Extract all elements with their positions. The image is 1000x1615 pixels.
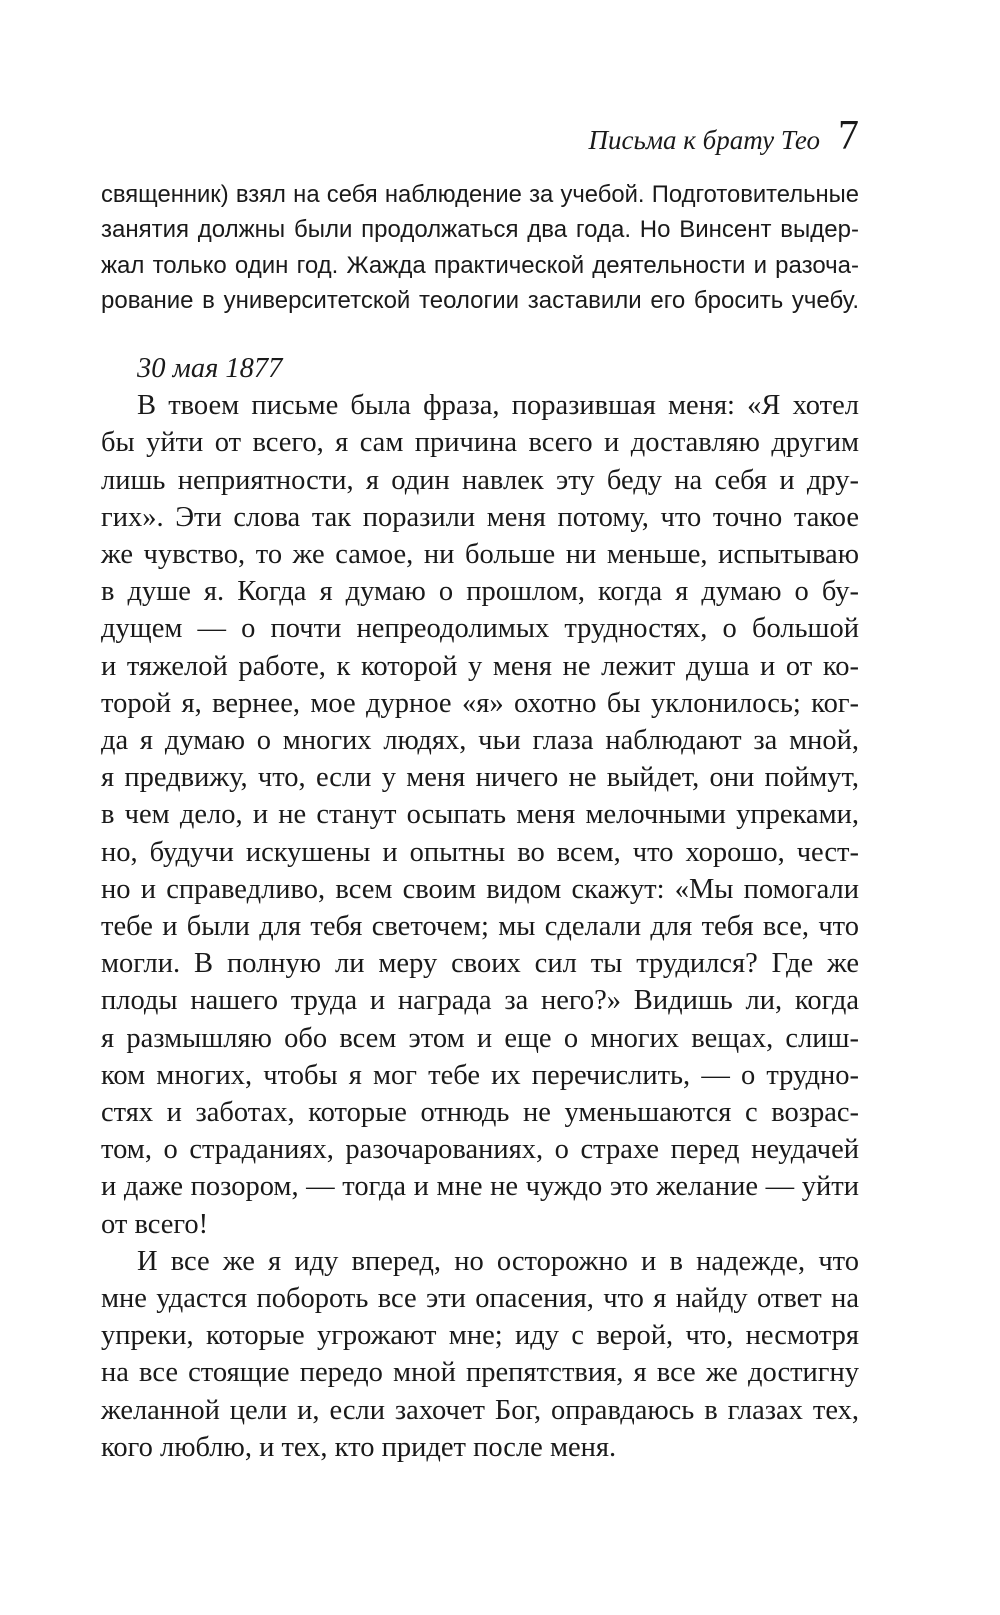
letter-paragraph-2 [101,1243,859,1466]
text-line: жал только один год. Жажда практической деятельности и разоча- [101,251,859,279]
text-line: священник) взял на себя наблюдение за учебой. Подготовительные [101,181,859,208]
text-line: же чувство, то же самое, ни больше ни меньше, испытываю [101,539,859,571]
text-line: от всего! [101,1208,209,1240]
page-number: 7 [838,113,859,159]
letter-date: 30 мая 1877 [137,353,283,384]
text-line: торой я, вернее, мое дурное «я» охотно бы уклонилось; ког- [101,687,859,719]
text-line: на все стоящие передо мной препятствия, я все же достигну [101,1357,859,1389]
text-line: ком многих, чтобы я мог тебе их перечислить, — о трудно- [101,1059,859,1091]
text-line: тебе и были для тебя светочем; мы сделали для тебя все, что [101,911,859,943]
text-line: лишь неприятности, я один навлек эту беду на себя и дру- [101,464,859,496]
text-line: я размышляю обо всем этом и еще о многих вещах, слиш- [101,1022,859,1054]
book-page [101,0,859,1615]
text-line: в чем дело, и не станут осыпать меня мелочными упреками, [101,799,859,831]
running-head [589,112,859,160]
text-line: стях и заботах, которые отнюдь не уменьшаются с возрас- [101,1097,859,1129]
text-line: но, будучи искушены и опытны во всем, что хорошо, чест- [101,836,859,868]
text-line: мне удастся побороть все эти опасения, что я найду ответ на [101,1283,859,1315]
text-line: желанной цели и, если захочет Бог, оправдаюсь в глазах тех, [101,1394,859,1426]
text-line: кого люблю, и тех, кто придет после меня. [101,1431,617,1463]
text-line: том, о страданиях, разочарованиях, о страхе перед неудачей [101,1134,859,1166]
text-line: в душе я. Когда я думаю о прошлом, когда я думаю о бу- [101,576,859,608]
running-title: Письма к брату Тео [588,125,820,155]
text-line: да я думаю о многих людях, чьи глаза наблюдают за мной, [101,725,859,757]
text-line: гих». Эти слова так поразили меня потому, что точно такое [101,501,859,533]
letter-paragraph-1 [101,387,859,1243]
text-line: дущем — о почти непреодолимых трудностях, о большой [101,613,859,645]
text-line: могли. В полную ли меру своих сил ты трудился? Где же [101,948,859,980]
text-line: плоды нашего труда и награда за него?» Видишь ли, когда [101,985,859,1017]
text-line: упреки, которые угрожают мне; иду с верой, что, несмотря [101,1320,859,1352]
text-line: бы уйти от всего, я сам причина всего и доставляю другим [101,427,859,459]
text-line: рование в университетской теологии заставили его бросить учебу. [101,286,859,314]
letter [101,350,859,1466]
text-line: я предвижу, что, если у меня ничего не выйдет, они поймут, [101,762,859,794]
text-line: В твоем письме была фраза, поразившая меня: «Я хотел [137,390,859,422]
text-line: и даже позором, — тогда и мне не чуждо это желание — уйти [101,1171,859,1203]
intro-paragraph [101,177,859,318]
text-line: и тяжелой работе, к которой у меня не лежит душа и от ко- [101,650,859,682]
text-line: И все же я иду вперед, но осторожно и в надежде, что [137,1245,859,1277]
text-line: но и справедливо, всем своим видом скажут: «Мы помогали [101,873,859,905]
text-line: занятия должны были продолжаться два года. Но Винсент выдер- [101,216,859,244]
